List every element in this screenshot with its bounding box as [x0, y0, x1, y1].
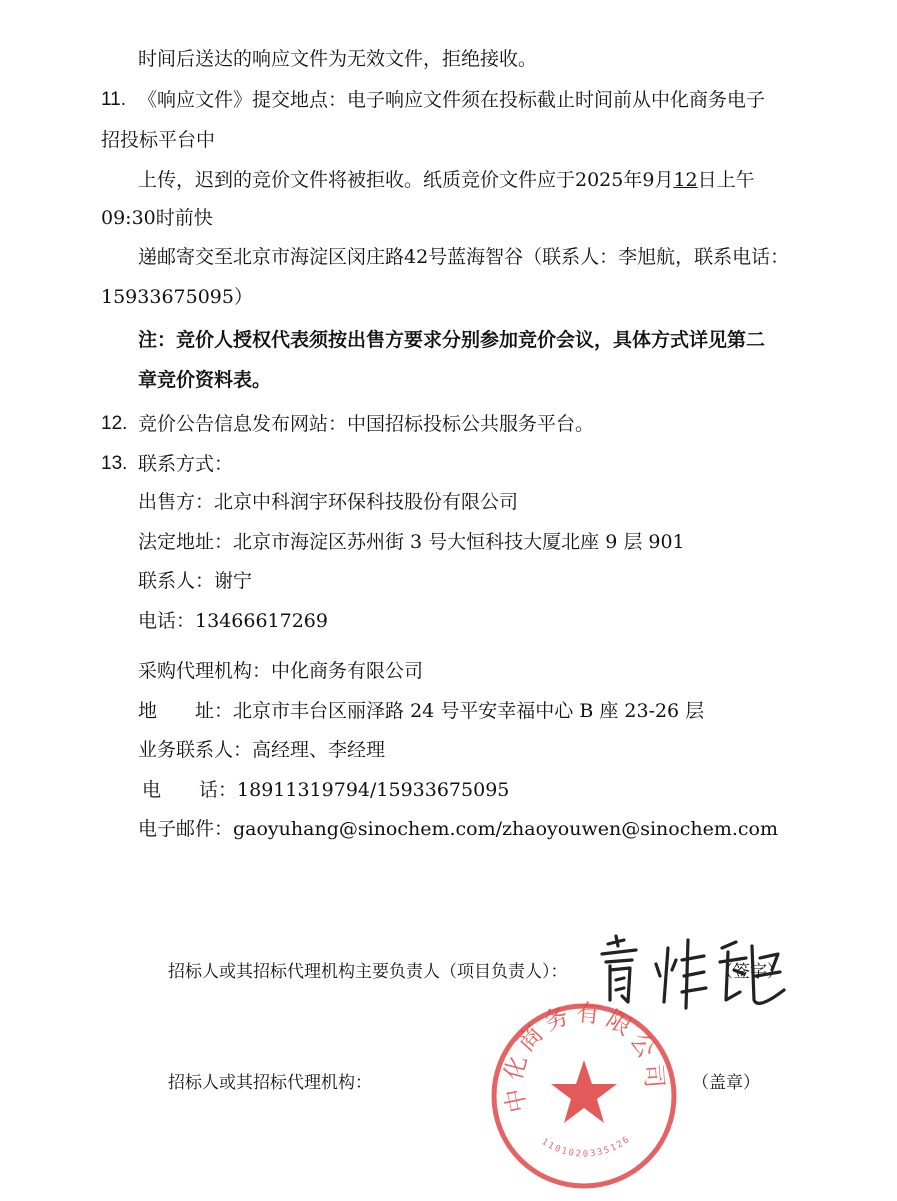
seller-phone-line: 电话：13466617269 — [138, 610, 328, 632]
seal-text: 中化商务有限公司 — [498, 998, 669, 1116]
seller-line: 出售方：北京中科润宇环保科技股份有限公司 — [138, 491, 519, 513]
seller-address-line: 法定地址：北京市海淀区苏州街 3 号大恒科技大厦北座 9 层 901 — [138, 531, 685, 553]
item-11-line3-a: 上传，迟到的竞价文件将被拒收。纸质竞价文件应于2025年9月 — [138, 169, 674, 191]
agency-phone-label-b: 话： — [199, 779, 238, 801]
agency-address-label-a: 地 — [138, 700, 158, 722]
item-11-line3 — [138, 168, 755, 192]
note-line2: 章竞价资料表。 — [138, 369, 272, 391]
agency-line: 采购代理机构：中化商务有限公司 — [138, 660, 424, 682]
item-12-number: 12. — [101, 413, 128, 434]
item-11-line2: 招投标平台中 — [101, 129, 216, 151]
official-seal — [486, 998, 682, 1194]
continuation-line: 时间后送达的响应文件为无效文件，拒绝接收。 — [138, 48, 538, 70]
responsible-label: 招标人或其招标代理机构主要负责人（项目负责人）： — [168, 962, 568, 982]
agency-email-line: 电子邮件：gaoyuhang@sinochem.com/zhaoyouwen@sinochem.com — [138, 818, 778, 840]
seal-star-icon — [551, 1060, 617, 1123]
agency-seal-label: 招标人或其招标代理机构： — [168, 1073, 372, 1093]
item-11-line6: 15933675095） — [101, 286, 253, 308]
agency-address-line — [138, 699, 704, 723]
item-11-line1: 《响应文件》提交地点：电子响应文件须在投标截止时间前从中化商务电子 — [138, 89, 766, 111]
item-12-text: 竞价公告信息发布网站：中国招标投标公共服务平台。 — [138, 413, 595, 435]
agency-contact-line: 业务联系人：高经理、李经理 — [138, 739, 386, 761]
seal-code: 1101020335126 — [539, 1134, 633, 1160]
item-11-line3-b: 日上午 — [697, 169, 755, 191]
note-line1: 注：竞价人授权代表须按出售方要求分别参加竞价会议，具体方式详见第二 — [138, 329, 766, 351]
agency-phone-label-a: 电 — [142, 779, 162, 801]
item-11-line4: 09:30时前快 — [101, 207, 213, 229]
agency-phone-value: 18911319794/15933675095 — [237, 779, 510, 801]
handwritten-signature — [596, 930, 792, 1016]
agency-phone-line — [142, 778, 509, 802]
item-11-line5: 递邮寄交至北京市海淀区闵庄路42号蓝海智谷（联系人：李旭航，联系电话： — [138, 246, 790, 268]
item-11-day: 12 — [673, 169, 698, 191]
seal-suffix: （盖章） — [692, 1073, 760, 1093]
agency-address-label-b: 址： — [195, 700, 234, 722]
sign-suffix: （签字） — [716, 962, 784, 982]
item-11-number: 11. — [101, 89, 127, 110]
agency-address-value: 北京市丰台区丽泽路 24 号平安幸福中心 B 座 23-26 层 — [233, 700, 705, 722]
seller-contact-line: 联系人：谢宁 — [138, 570, 253, 592]
item-13-number: 13. — [101, 453, 128, 474]
item-13-text: 联系方式： — [138, 453, 234, 475]
